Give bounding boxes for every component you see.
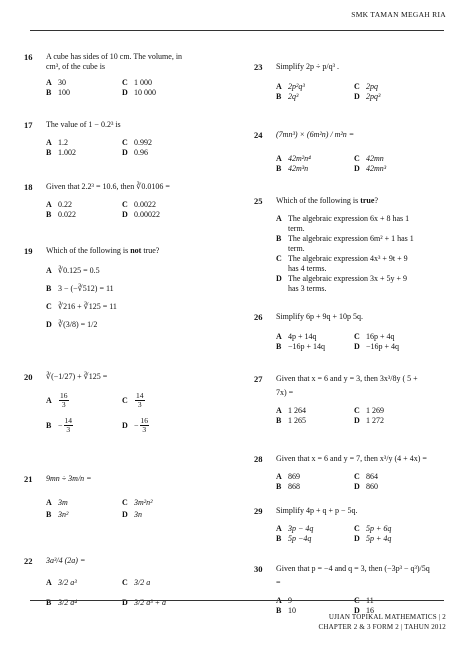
question-24 [254,130,459,196]
option-a[interactable]: A 0.22 [46,200,72,209]
option-b[interactable]: B The algebraic expression 6m² + 1 has 1 term. [276,234,414,253]
question-22 [24,556,224,626]
option-d[interactable]: D 860 [354,482,378,491]
option-c[interactable]: C 2pq [354,82,378,91]
question-number: 19 [24,246,33,256]
option-d[interactable]: D 2pq³ [354,92,381,101]
question-stem: Given that 2.2³ = 10.6, then ∛0.0106 = [46,182,170,191]
option-d[interactable]: D 0.00022 [122,210,160,219]
question-18 [24,182,224,242]
question-stem: A cube has sides of 10 cm. The volume, in [46,52,183,61]
question-stem-line2: 7x) = [276,388,294,397]
question-number: 23 [254,62,263,72]
question-number: 29 [254,506,263,516]
option-a[interactable]: A 1.2 [46,138,68,147]
option-a[interactable]: A 3p − 4q [276,524,314,533]
option-a[interactable]: A ∛0.125 = 0.5 [46,266,100,275]
question-number: 26 [254,312,263,322]
left-column [24,52,224,626]
question-number: 27 [254,374,263,384]
bottom-divider [30,600,444,601]
option-d[interactable]: D 3/2 a³ + a [122,598,167,607]
top-divider [30,30,444,31]
option-d[interactable]: D 0.96 [122,148,148,157]
footer-line-1: UJIAN TOPIKAL MATHEMATICS | 2 [328,613,446,621]
option-d[interactable]: D 3n [122,510,142,519]
footer-line-2: CHAPTER 2 & 3 FORM 2 | TAHUN 2012 [318,623,446,631]
question-number: 20 [24,372,33,382]
option-b[interactable]: B 3 − (−∛512) = 11 [46,284,114,293]
question-19 [24,246,224,362]
question-number: 16 [24,52,33,62]
question-28 [254,454,459,506]
option-a[interactable]: A 3/2 a³ [46,578,77,587]
option-a[interactable]: A The algebraic expression 6x + 8 has 1 term. [276,214,410,233]
option-b[interactable]: B 1 265 [276,416,306,425]
option-c[interactable]: C The algebraic expression 4x³ + 9t + 9 has 4 terms. [276,254,408,273]
question-number: 30 [254,564,263,574]
option-b[interactable]: B 3n² [46,510,69,519]
option-c[interactable]: C 11 [354,596,374,605]
question-number: 21 [24,474,33,484]
option-a[interactable]: A 869 [276,472,300,481]
question-number: 25 [254,196,263,206]
school-header: SMK TAMAN MEGAH RIA [351,10,446,19]
option-c[interactable]: C 3m²n² [122,498,153,507]
option-d[interactable]: D 1 272 [354,416,384,425]
option-d[interactable]: D 10 000 [122,88,156,97]
option-c[interactable]: C $\frac{14}{3}$ [122,391,144,409]
question-stem: Given that p = −4 and q = 3, then (−3p³ − q³)/5q [276,564,430,573]
question-stem: 3a³/4 (2a) = [46,556,86,565]
option-a[interactable]: A $\frac{16}{3}$ [46,391,68,409]
option-c[interactable]: C 3/2 a [122,578,151,587]
option-b[interactable]: B 100 [46,88,70,97]
option-d[interactable]: D − $\frac{16}{3}$ [122,416,149,434]
option-b[interactable]: B − $\frac{14}{3}$ [46,416,73,434]
option-c[interactable]: C 16p + 4q [354,332,395,341]
option-b[interactable]: B 868 [276,482,300,491]
question-27 [254,374,459,446]
question-25 [254,196,459,312]
option-a[interactable]: A 30 [46,78,66,87]
option-a[interactable]: A 2p²q³ [276,82,305,91]
option-c[interactable]: C 864 [354,472,378,481]
question-number: 28 [254,454,263,464]
question-stem-line2: cm³, of the cube is [46,62,106,71]
option-b[interactable]: B 3/2 a⁴ [46,598,78,607]
question-29 [254,506,459,556]
option-b[interactable]: B 10 [276,606,296,615]
option-a[interactable]: A 4p + 14q [276,332,317,341]
question-stem: The value of 1 − 0.2³ is [46,120,121,129]
option-c[interactable]: C 1 269 [354,406,384,415]
option-d[interactable]: D −16p + 4q [354,342,400,351]
footer [319,612,447,632]
question-number: 17 [24,120,33,130]
question-16 [24,52,224,114]
question-21 [24,474,224,556]
question-stem: Given that x = 6 and y = 7, then x³/y (4 + 4x) = [276,454,427,463]
question-stem-line2: = [276,578,281,587]
option-d[interactable]: D 16 [354,606,374,615]
question-stem: Simplify 4p + q + p − 5q. [276,506,358,515]
option-a[interactable]: A 3m [46,498,68,507]
option-d[interactable]: D 42mn³ [354,164,387,173]
question-stem: (7mn³) × (6m²n) / m²n = [276,130,355,139]
question-17 [24,120,224,172]
question-number: 24 [254,130,263,140]
option-c[interactable]: C ∛216 + ∛125 = 11 [46,302,117,311]
option-c[interactable]: C 1 000 [122,78,152,87]
option-d[interactable]: D 5p + 4q [354,534,392,543]
option-c[interactable]: C 42mn [354,154,384,163]
question-stem: Simplify 6p + 9q + 10p 5q. [276,312,364,321]
question-stem: 9mn ÷ 3m/n = [46,474,92,483]
option-b[interactable]: B 42m³n [276,164,309,173]
question-stem: Which of the following is not true? [46,246,160,255]
option-d[interactable]: D ∛(3/8) = 1/2 [46,320,98,329]
option-b[interactable]: B 1.002 [46,148,76,157]
option-c[interactable]: C 5p + 6q [354,524,392,533]
option-b[interactable]: B 5p −4q [276,534,312,543]
option-b[interactable]: B −16p + 14q [276,342,326,351]
option-b[interactable]: B 0.022 [46,210,76,219]
question-stem: Given that x = 6 and y = 3, then 3x³/8y ( 5 + [276,374,418,383]
option-d[interactable]: D The algebraic expression 3x + 5y + 9 has 3 terms. [276,274,407,293]
question-stem: Simplify 2p ÷ p/q³ . [276,62,340,71]
option-a[interactable]: A 1 264 [276,406,306,415]
question-stem: Which of the following is true? [276,196,378,205]
question-23 [254,62,459,120]
question-number: 22 [24,556,33,566]
right-column [254,52,459,630]
option-a[interactable]: A 42m²n⁴ [276,154,311,163]
question-26 [254,312,459,366]
option-c[interactable]: C 0.992 [122,138,152,147]
option-b[interactable]: B 2q³ [276,92,299,101]
question-stem: ∛(−1/27) + ∛125 = [46,372,108,381]
question-20 [24,372,224,466]
option-c[interactable]: C 0.0022 [122,200,156,209]
question-number: 18 [24,182,33,192]
option-a[interactable]: A 9 [276,596,292,605]
